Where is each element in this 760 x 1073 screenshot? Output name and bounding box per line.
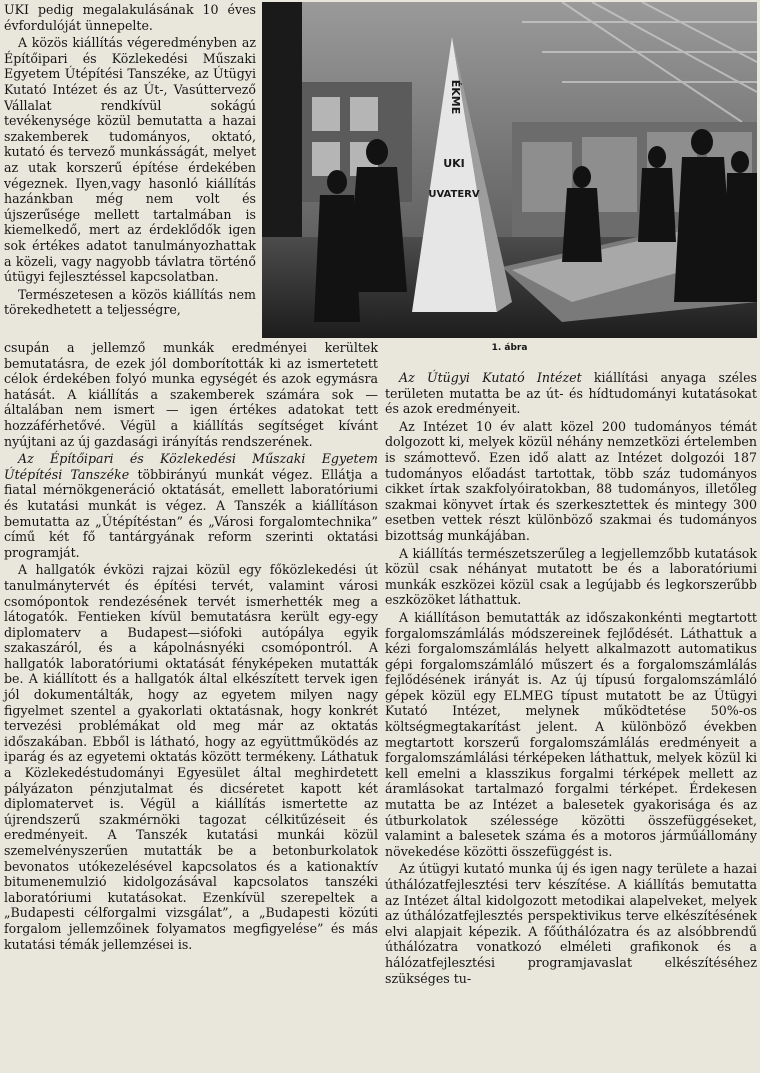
sign-text: ÉKME xyxy=(449,79,462,115)
paragraph: A kiállításon bemutatták az időszakonkénti megtartott forgalomszámlálás módszereinek fejlődését. Láthattuk a kézi forgalomszámlálás helyett alkalmazott automatikus gépi forgalomszámláló műszert és a forgalomszámlálás fejlődésének irányát is. Az új típusú forgalomszámláló gépek közül egy ELMEG típust mutatott be az Útügyi Kutató Intézet, melynek működtetése 50%-os költségmegtakarítást jelent. A különböző években megtartott korszerű forgalomszámlálás eredményeit a forgalomszámlálási térképeken láthattuk, melyek közül ki kell emelni a klasszikus forgalmi térképek mellett az áramlásokat tartalmazó forgalmi térképet. Érdekesen mutatta be az Intézet a balesetek gyakorisága és az útburkolatok szélessége közötti összefüggéseket, valamint a balesetek száma és a motoros járműállomány növekedése közötti összefüggést is. xyxy=(385,609,757,859)
institution-name: Az Útügyi Kutató Intézet xyxy=(399,370,582,385)
paragraph: Természetesen a közös kiállítás nem törekedhetett a teljességre, xyxy=(4,286,256,318)
paragraph: Az Útügyi Kutató Intézet kiállítási anyaga széles területen mutatta be az út- és hídtudományi kutatásokat és azok eredményeit. xyxy=(385,370,757,417)
left-column-top xyxy=(4,2,256,318)
paragraph: Az útügyi kutató munka új és igen nagy területe a hazai úthálózatfejlesztési terv készítése. A kiállítás bemutatta az Intézet által kidolgozott metodikai alapelveket, melyek az úthálózatfejlesztés perspektivikus terve elkészítésének elvi alapjait képezik. A főúthálózatra és az alsóbbrendű úthálózatra vonatkozó elméleti grafikonok és a hálózatfejlesztési programjavaslat elkészítéséhez szükséges tu- xyxy=(385,861,757,986)
paragraph: A közös kiállítás végeredményben az Építőipari és Közlekedési Műszaki Egyetem Útépítési Tanszéke, az Útügyi Kutató Intézet és az Út-, Vasúttervező Vállalat rendkívül sokágú tevékenysége közül bemutatta a hazai szakemberek tudományos, oktató, kutató és tervező munkásságát, melyet az utak korszerű építése érdekében végeznek. Ilyen,vagy hasonló kiállítás hazánkban még nem volt és újszerűsége mellett tartalmában is kiemelkedő, mert az érdeklődők igen sok értékes adatot tanulmányozhattak a közeli, vagy nagyobb távlatra történő útügyi fejlesztéssel kapcsolatban. xyxy=(4,35,256,285)
sign-text: UKI xyxy=(443,157,465,170)
figure-caption: 1. ábra xyxy=(491,343,528,353)
exhibition-photo xyxy=(262,2,757,338)
sign-text: UVATERV xyxy=(428,189,480,200)
left-column xyxy=(4,340,378,952)
exhibition-photo-drawing xyxy=(262,2,757,338)
institution-name: Az Építőipari és Közlekedési Műszaki Egyetem Útépítési Tanszéke xyxy=(4,451,378,482)
paragraph: Az Építőipari és Közlekedési Műszaki Egyetem Útépítési Tanszéke többirányú munkát végez. Ellátja a fiatal mérnökgeneráció oktatását, emellett laboratóriumi és kutatási munkát is végez. A Tanszék a kiállításon bemutatta az „Útépítéstan” és „Városi forgalomtechnika” című két fő tantárgyának reform szerinti oktatási programját. xyxy=(4,451,378,560)
paragraph: UKI pedig megalakulásának 10 éves évfordulóját ünnepelte. xyxy=(4,2,256,33)
paragraph: A kiállítás természetszerűleg a legjellemzőbb kutatások közül csak néhányat mutatott be és a laboratóriumi munkák eszközei közül csak a legújabb és legkorszerűbb eszközöket láthattuk. xyxy=(385,545,757,608)
paragraph: Az Intézet 10 év alatt közel 200 tudományos témát dolgozott ki, melyek közül néhány nemzetközi értelemben is számottevő. Ezen idő alatt az Intézet dolgozói 187 tudományos előadást tartottak, több száz tudományos cikket írtak szakfolyóiratokban, 88 tudományos, illetőleg szakmai könyvet írtak és szerkesztettek és mintegy 300 esetben vettek részt különböző szakmai és tudományos bizottság munkájában. xyxy=(385,418,757,543)
paragraph: csupán a jellemző munkák eredményei kerültek bemutatásra, de ezek jól domborították ki az ismertetett célok érdekében folyó munka egységét és azok egymásra hatását. A kiállítás a szakemberek számára sok — általában nem ismert — igen értékes adatokat tett hozzáférhetővé. Végül a kiállítás segítséget kívánt nyújtani az új gazdasági irányítás rendszerének. xyxy=(4,340,378,449)
right-column xyxy=(385,370,757,986)
paragraph: A hallgatók évközi rajzai közül egy főközlekedési út tanulmánytervét és építési tervét, valamint városi csomópontok rendezésének tervét ismerhették meg a látogatók. Fentieken kívül bemutatásra került egy-egy diplomaterv a Budapest—siófoki autópálya egyik szakaszáról, és a kápolnásnyéki csomópontról. A hallgatók laboratóriumi oktatását fényképeken mutatták be. A kiállított és a hallgatók által elkészített tervek igen jól dokumentálták, hogy az egyetem milyen nagy figyelmet szentel a gyakorlati oktatásnak, hogy konkrét tervezési problémákat old meg már az oktatás időszakában. Ebből is látható, hogy az együttműködés az iparág és az egyetemi oktatás között termékeny. Láthatuk a Közlekedéstudományi Egyesület által meghirdetett pályázaton pénzjutalmat és dicséretet kapott két diplomatervet is. Végül a kiállítás ismertette az újrendszerű szakmérnöki tagozat célkitűzéseit és eredményeit. A Tanszék kutatási munkái közül szemelvényszerűen mutatták be a betonburkolatok bevonatos utókezelésével kapcsolatos és a kationaktív bitumenemulzió kidolgozásával kapcsolatos tanszéki laboratóriumi kutatásokat. Ezenkívül szerepeltek a „Budapesti célforgalmi vizsgálat”, a „Budapesti közúti forgalom jellemzőinek folyamatos megfigyelése” és más kutatási témák jellemzései is. xyxy=(4,562,378,952)
